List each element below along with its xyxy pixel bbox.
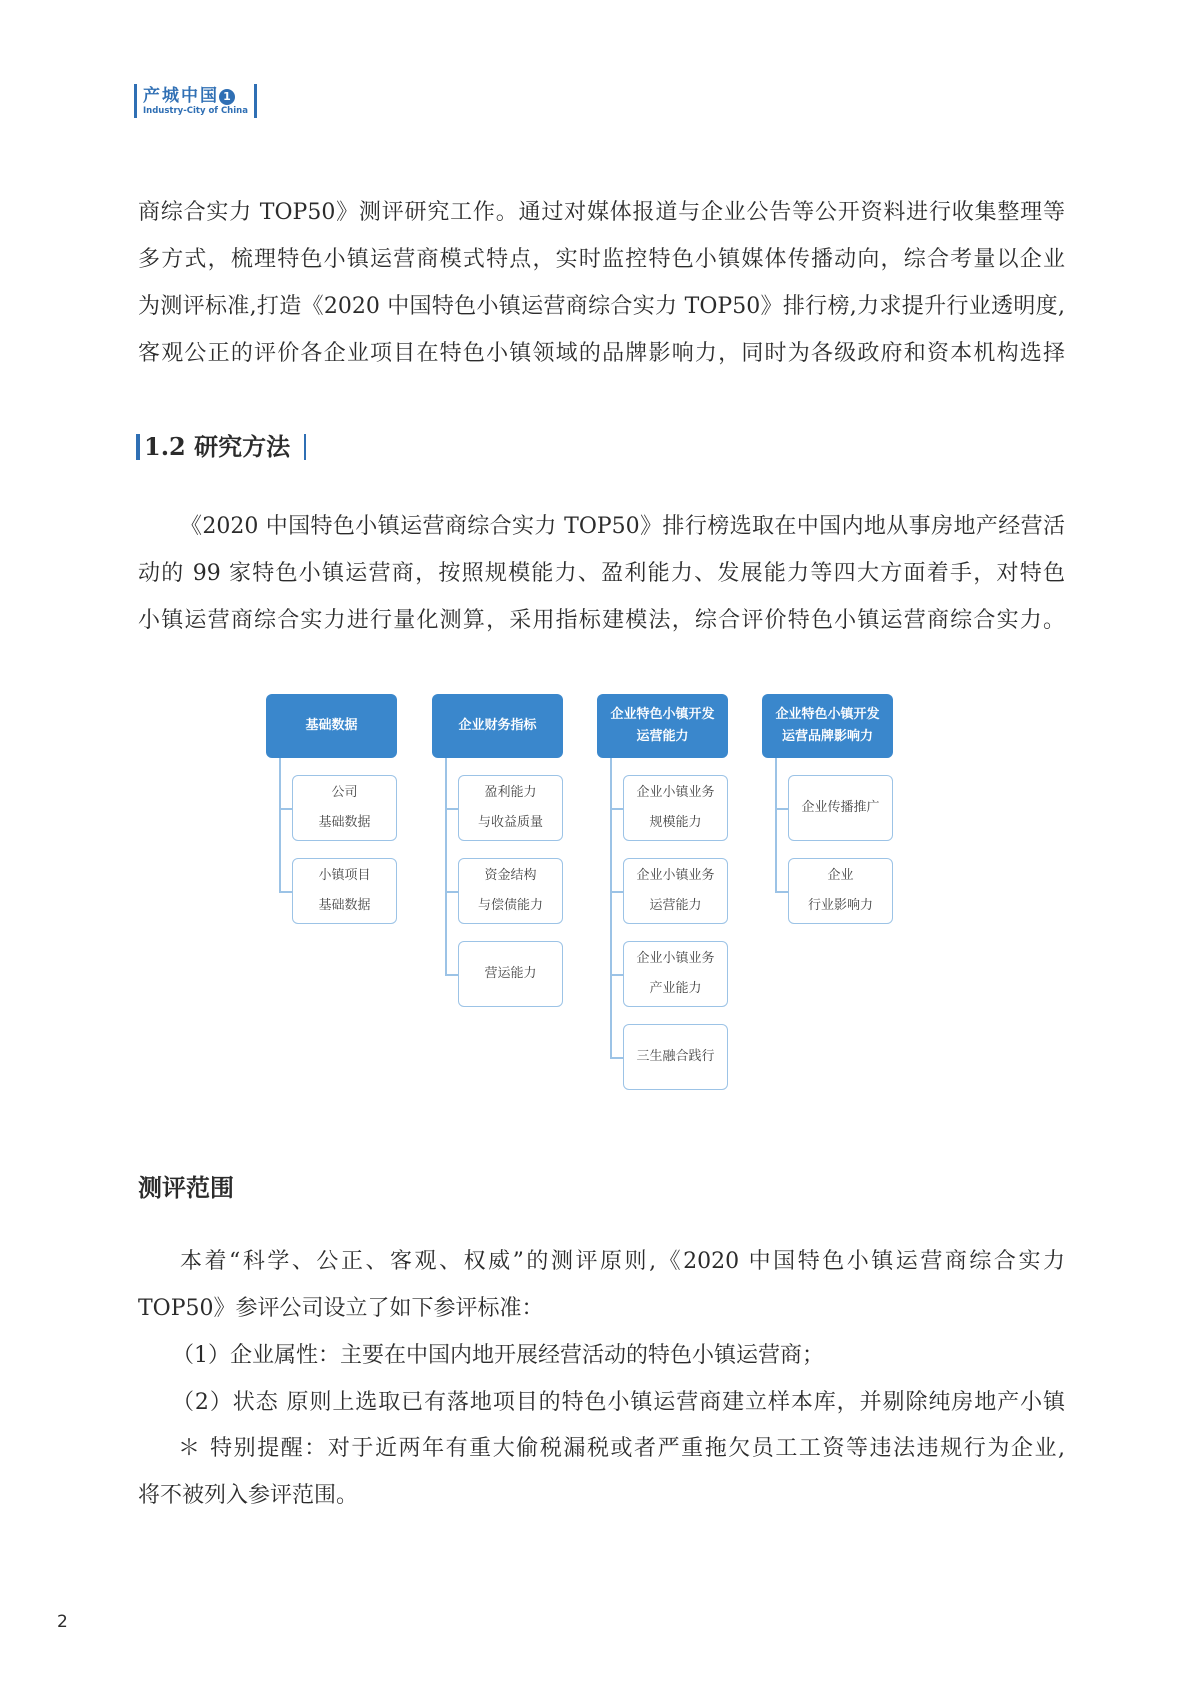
- para3-line: 将不被列入参评范围。: [138, 1483, 359, 1508]
- subheading: 测评范围: [138, 1174, 234, 1202]
- diagram-item: 盈利能力 与收益质量: [458, 775, 563, 841]
- diagram-item: 资金结构 与偿债能力: [458, 858, 563, 924]
- diagram-connector: [775, 891, 789, 893]
- logo-en: Industry-City of China: [143, 106, 248, 116]
- diagram-connector: [610, 758, 612, 1057]
- para1-line: 商综合实力 TOP50》测评研究工作。通过对媒体报道与企业公告等公开资料进行收集整理等: [138, 200, 1065, 225]
- diagram-item: 公司 基础数据: [292, 775, 397, 841]
- diagram-connector: [610, 974, 624, 976]
- diagram-connector: [610, 1057, 624, 1059]
- para3-line: TOP50》参评公司设立了如下参评标准：: [138, 1296, 544, 1321]
- diagram-header: 基础数据: [266, 694, 397, 758]
- diagram-item: 企业小镇业务 产业能力: [623, 941, 728, 1007]
- logo: [134, 84, 257, 118]
- para3-line: 本着“科学、公正、客观、权威”的测评原则,《2020 中国特色小镇运营商综合实力: [180, 1249, 1065, 1274]
- diagram-header: 企业特色小镇开发 运营能力: [597, 694, 728, 758]
- diagram-connector: [445, 758, 447, 974]
- logo-badge: 1: [219, 89, 235, 105]
- diagram-connector: [610, 891, 624, 893]
- diagram-item: 小镇项目 基础数据: [292, 858, 397, 924]
- para3-line: （2）状态 原则上选取已有落地项目的特色小镇运营商建立样本库，并剔除纯房地产小镇: [172, 1390, 1065, 1415]
- diagram-connector: [279, 808, 293, 810]
- para3-line: ＊ 特别提醒：对于近两年有重大偷税漏税或者严重拖欠员工工资等违法违规行为企业,: [178, 1436, 1065, 1461]
- diagram-item: 三生融合践行: [623, 1024, 728, 1090]
- para2-line: 小镇运营商综合实力进行量化测算，采用指标建模法，综合评价特色小镇运营商综合实力。: [138, 608, 1065, 633]
- heading-right-bar: [304, 434, 306, 460]
- diagram-connector: [775, 808, 789, 810]
- section-heading-text: 1.2 研究方法: [144, 432, 291, 461]
- diagram-connector: [445, 891, 459, 893]
- logo-right-bar: [254, 84, 257, 118]
- diagram-connector: [279, 891, 293, 893]
- diagram-item: 企业 行业影响力: [788, 858, 893, 924]
- page-number: 2: [57, 1612, 68, 1632]
- diagram-item: 企业小镇业务 规模能力: [623, 775, 728, 841]
- logo-cn: [143, 86, 248, 106]
- diagram-item: 企业小镇业务 运营能力: [623, 858, 728, 924]
- diagram-connector: [775, 758, 777, 891]
- para3-line: （1）企业属性：主要在中国内地开展经营活动的特色小镇运营商；: [172, 1343, 824, 1368]
- diagram-connector: [445, 808, 459, 810]
- diagram-item: 营运能力: [458, 941, 563, 1007]
- para1-line: 客观公正的评价各企业项目在特色小镇领域的品牌影响力，同时为各级政府和资本机构选择: [138, 341, 1065, 366]
- para1-line: 为测评标准,打造《2020 中国特色小镇运营商综合实力 TOP50》排行榜,力求提升行业透明度,: [138, 294, 1065, 319]
- heading-left-bar: [136, 434, 140, 460]
- para1-line: 多方式，梳理特色小镇运营商模式特点，实时监控特色小镇媒体传播动向，综合考量以企业: [138, 247, 1065, 272]
- logo-cn-text: 产城中国: [143, 86, 219, 106]
- diagram-connector: [610, 808, 624, 810]
- para2-line: 《2020 中国特色小镇运营商综合实力 TOP50》排行榜选取在中国内地从事房地产经营活: [180, 514, 1065, 539]
- diagram-header: 企业财务指标: [432, 694, 563, 758]
- diagram-connector: [445, 974, 459, 976]
- diagram-item: 企业传播推广: [788, 775, 893, 841]
- section-heading: [136, 431, 306, 463]
- diagram-header: 企业特色小镇开发 运营品牌影响力: [762, 694, 893, 758]
- para2-line: 动的 99 家特色小镇运营商，按照规模能力、盈利能力、发展能力等四大方面着手，对特色: [138, 561, 1065, 586]
- diagram-connector: [279, 758, 281, 891]
